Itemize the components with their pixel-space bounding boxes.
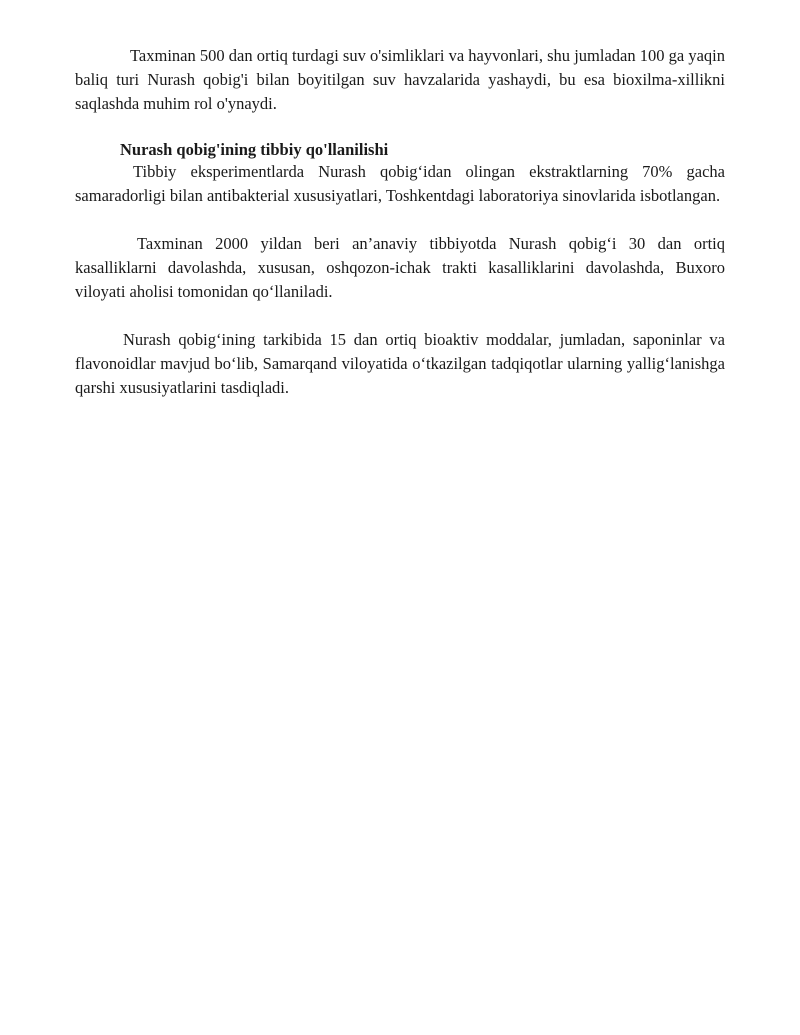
paragraph-bioactive-substances: Nurash qobig‘ining tarkibida 15 dan ortiq bioaktiv moddalar, jumladan, saponinlar va flavonoidlar mavjud bo‘lib, Samarqand viloyatida o‘tkazilgan tadqiqotlar ularning yallig‘lanishga qarshi xususiyatlarini tasdiqladi. <box>75 330 725 397</box>
paragraph-traditional-medicine: Taxminan 2000 yildan beri an’anaviy tibbiyotda Nurash qobig‘i 30 dan ortiq kasalliklarni davolashda, xususan, oshqozon-ichak trakti kasalliklarini davolashda, Buxoro viloyati aholisi tomonidan qo‘llaniladi. <box>75 234 725 301</box>
section-heading: Nurash qobig'ining tibbiy qo'llanilishi <box>120 140 389 159</box>
document-body <box>75 44 725 400</box>
paragraph-biodiversity: Taxminan 500 dan ortiq turdagi suv o'simliklari va hayvonlari, shu jumladan 100 ga yaqin baliq turi Nurash qobig'i bilan boyitilgan suv havzalarida yashaydi, bu esa bioxilma-xillikni saqlashda muhim rol o'ynaydi. <box>75 46 725 113</box>
paragraph-antibacterial: Tibbiy eksperimentlarda Nurash qobig‘idan olingan ekstraktlarning 70% gacha samaradorligi bilan antibakterial xususiyatlari, Toshkentdagi laboratoriya sinovlarida isbotlangan. <box>75 162 725 205</box>
